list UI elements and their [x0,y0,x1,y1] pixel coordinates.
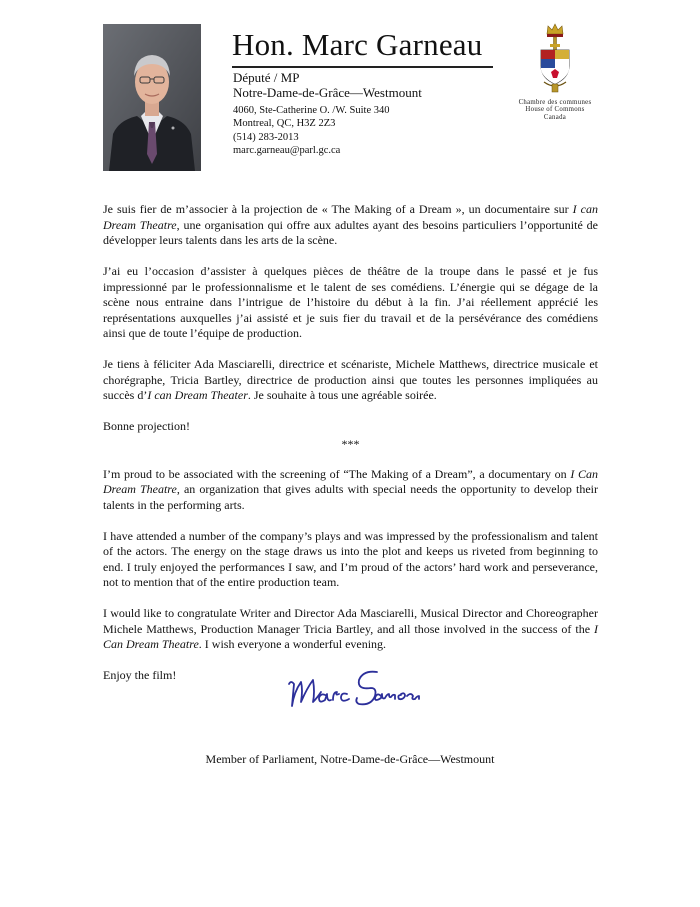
fr-p3-theatre-title: I can Dream Theater [147,388,248,402]
office-address-block [233,104,390,157]
house-of-commons-wordmark [507,99,603,121]
address-email: marc.garneau@parl.gc.ca [233,144,341,156]
mp-riding: Notre-Dame-de-Grâce—Westmount [233,85,422,100]
mp-name-heading: Hon. Marc Garneau [232,27,483,62]
letter-body [103,202,598,684]
en-p1-theatre-title: I Can Dream Theatre [103,466,599,496]
letter-paragraph-fr-3: Je tiens à féliciter Ada Masciarelli, directrice et scénariste, Michele Matthews, directrice musicale et chorégraphe, Tricia Bartley, directrice de production ainsi que toutes les personnes impliquées au succès d’I can Dream Theater. Je souhaite à tous une agréable soirée. [103,357,598,402]
address-street: 4060, Ste-Catherine O. /W. Suite 340 [233,105,390,116]
name-underline-rule [232,66,493,68]
language-separator: *** [341,437,360,451]
en-p3-theatre-title: I Can Dream Theatre [103,621,598,651]
address-phone: (514) 283-2013 [233,131,299,143]
letter-paragraph-en-2: I have attended a number of the company’s plays and was impressed by the professionalism and talent of the actors. The energy on the stage draws us into the plot and keeps us riveted from beginning to end. I truly enjoyed the performances I saw, and I’m proud of the actors’ hard work and perseverance, not to mention that of the entire production team. [103,528,598,589]
letter-paragraph-fr-2: J’ai eu l’occasion d’assister à quelques pièces de théâtre de la troupe dans le passé et je fus impressionné par le professionnalisme et le talent de ses comédiens. L’énergie qui se dégage de la scène nous entraine dans l’intrigue de l’histoire du début à la fin. J’ai réellement apprécié les représentations auxquelles j’ai assisté et je suis fier du travail et de la persévérance des comédiens ainsi que de toute l’équipe de production. [103,264,598,340]
house-name-fr: Chambre des communes [518,99,592,106]
house-name-country: Canada [543,113,567,121]
letter-paragraph-fr-1: Je suis fier de m’associer à la projection de « The Making of a Dream », un documentaire sur I can Dream Theatre, une organisation qui offre aux adultes ayant des besoins particuliers l’opportunité de développer leurs talents dans les arts de la scène. [103,202,598,247]
house-name-en: House of Commons [525,106,585,114]
letter-paragraph-en-3: I would like to congratulate Writer and Director Ada Masciarelli, Musical Director and Choreographer Michele Matthews, Production Manager Tricia Bartley, and all those involved in the success of the I Can Dream Theatre. I wish everyone a wonderful evening. [103,606,598,651]
handwritten-signature [285,662,425,722]
mp-portrait-photo [103,24,201,171]
fr-p1-theatre-title: I can Dream Theatre [103,202,598,232]
letter-paragraph-en-1: I’m proud to be associated with the screening of “The Making of a Dream”, a documentary on I Can Dream Theatre, an organization that gives adults with special needs the opportunity to develop their talents in the performing arts. [103,466,599,512]
letter-closing-fr: Bonne projection! [103,419,190,433]
mp-role: Député / MP [233,70,300,85]
address-city: Montreal, QC, H3Z 2Z3 [233,118,336,130]
house-of-commons-crest-icon [530,22,580,96]
letter-closing-en: Enjoy the film! [103,668,177,682]
signature-caption: Member of Parliament, Notre-Dame-de-Grâce—Westmount [205,752,495,766]
